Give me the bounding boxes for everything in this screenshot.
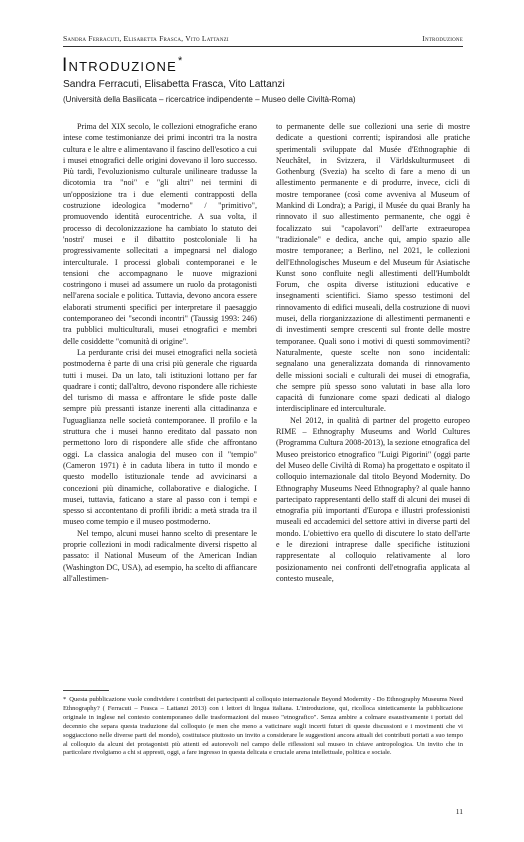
text-column-left [63,121,257,678]
paragraph: Nel tempo, alcuni musei hanno scelto di presentare le proprie collezioni in modi radicalmente diversi rispetto al passato: il National Museum of the American Indian (Washington DC, USA), ad esempio, ha scelto di affiancare all'allestimen- [63,528,257,583]
authors-line: Sandra Ferracuti, Elisabetta Frasca, Vito Lattanzi [63,79,285,90]
running-head-section: Introduzione [422,34,463,43]
title-text: Introduzione [62,55,178,76]
footnote-mark: * [63,696,67,703]
page-title [62,55,184,77]
footnote [63,696,463,788]
text-column-right [276,121,470,678]
running-head-authors: Sandra Ferracuti, Elisabetta Frasca, Vito Lattanzi [63,34,229,43]
page-number: 11 [455,807,463,816]
title-footnote-mark: * [178,55,184,67]
footnote-rule [63,690,109,691]
header-rule [63,46,463,47]
running-head [63,34,463,46]
paragraph: Nel 2012, in qualità di partner del progetto europeo RIME – Ethnography Museums and World Cultures (Programma Cultura 2008-2013), la sezione etnografica del Museo preistorico etnografico "Luigi Pigorini" (oggi parte del Museo delle Civiltà di Roma) ha progettato e ospitato il colloquio internazionale dal titolo Beyond Modernity. Do Ethnography Museums Need Ethnography? al quale hanno partecipato rappresentanti dello staff di alcuni dei musei di etnografia più importanti d'Europa e illustri professionisti museali ed accademici del settore attivi in diverse parti del mondo. L'obiettivo era quello di discutere lo stato dell'arte e le direzioni intraprese dalle specifiche istituzioni rappresentate al colloquio relativamente al loro posizionamento nei confronti dell'etnografia applicata al contesto museale, [276,415,470,583]
paragraph-continued: to permanente delle sue collezioni una serie di mostre dedicate a questioni correnti; ispirandosi alle pratiche sperimentali sviluppate dal Musée d'Ethnographie di Neuchâtel, in Svizzera, il Världskulturmuseet di Gothenburg (Svezia) ha scelto di fare a meno di un allestimento permanente e di produrre, invece, cicli di mostre temporanee (così come avveniva al Museum of Mankind di Londra); a Parigi, il Musée du quai Branly ha rinnovato il suo allestimento permanente, che oggi è focalizzato sui "capolavori" dell'arte extraeuropea "tradizionale" e dedica, anche qui, ampio spazio alle mostre temporanee; a Berlino, nel 2021, le collezioni dell'Ethnologisches Museum e del Museum für Asiatische Kunst sono confluite negli allestimenti dell'Humboldt Forum, che ospita diverse istituzioni educative e insegnamenti scientifici. Siamo spesso testimoni del rinnovamento di edifici museali, della costruzione di nuovi musei, della riorganizzazione di allestimenti permanenti e di investimenti sempre crescenti sul fronte delle mostre temporanee. Quali sono i motivi di questi sommovimenti? Naturalmente, queste scelte non sono incidentali: segnalano una generalizzata domanda di rinnovamento delle missioni sociali e culturali dei musei di etnografia, che sempre più spesso sono valutati in base alla loro capacità di funzionare come spazi dedicati al dialogo interdisciplinare ed interculturale. [276,122,470,414]
footnote-text: Questa pubblicazione vuole condividere i contributi dei partecipanti al colloquio internazionale Beyond Modernity - Do Ethnography Museums Need Ethnography? ( Ferracuti – Frasca – Lattanzi 2013) con i lettori di lingua italiana. L'introduzione, qui, ricolloca sinteticamente la pubblicazione originale in inglese nel contesto contemporaneo delle trasformazioni del museo "etnografico". Senza ambire a colmare esaustivamente i portati del decennio che separa questa traduzione dal colloquio (e men che meno a vaticinare sugli incerti futuri di queste discussioni e i movimenti che vi soggiacciono nelle diverse parti del mondo), costituisce piuttosto un invito a considerare le suggestioni ancora attuali dei contributi portati a suo tempo al colloquio da alcuni dei protagonisti più attenti ed autorevoli nel campo delle riflessioni sul museo in chiave antropologica. Un invito che in particolare rivolgiamo a chi si appresti, oggi, a fare ingresso in questa delicata e cruciale arena intellettuale, politica e sociale. [63,696,463,757]
paragraph: La perdurante crisi dei musei etnografici nella società postmoderna è parte di una crisi più generale che riguarda tutti i musei. Da un lato, tali istituzioni lottano per far quadrare i conti; dall'altro, devono rispondere alle richieste del turismo di massa e affrontare le sfide poste dalle sempre più pressanti istanze inerenti alla cittadinanza e l'uguaglianza nelle società contemporanee. Il profilo e la struttura che i musei hanno ereditato dal passato non permettono loro di rispondere alle sfide che affrontano oggi. La classica analogia del museo con il "tempio" (Cameron 1971) è in caduta libera in tutto il mondo e questo modello istituzionale tende ad avvicinarsi a concezioni più dinamiche, collaborative e dialogiche. I musei, tuttavia, faticano a stare al passo con i tempi e spesso si accontentano di profili ibridi: a metà strada tra il museo come tempio e il museo postmoderno. [63,347,257,527]
paragraph: Prima del XIX secolo, le collezioni etnografiche erano intese come testimonianze dei primi incontri tra la nostra cultura e le altre e alimentavano il fascino dell'esotico a cui i musei etnografici delle origini dovevano il loro successo. Più tardi, l'evoluzionismo culturale unilineare tradusse la dicotomia tra "noi" e "gli altri" nei termini di un'opposizione tra i due elementi contrapposti della costruzione ideologica "moderno" / "primitivo", promuovendo identità eurocentriche. A sua volta, il processo di decolonizzazione ha cambiato lo statuto dei 'nostri' musei e il dibattito postcoloniale li ha progressivamente sollecitati a impegnarsi nel dialogo interculturale. I processi globali contemporanei e le tensioni che accompagnano le nuove migrazioni costringono i musei ad assumere un ruolo da protagonisti nell'arena sociale e politica. Tuttavia, devono ancora essere elaborati strumenti specifici per interpretare il paesaggio contemporaneo dei "secondi incontri" (Taussig 1993: 246) tra pubblici multiculturali, musei etnografici e membri delle cosiddette "comunità di origine". [63,122,257,346]
affiliations-line: (Università della Basilicata – ricercatrice indipendente – Museo delle Civiltà-Roma) [63,95,356,104]
